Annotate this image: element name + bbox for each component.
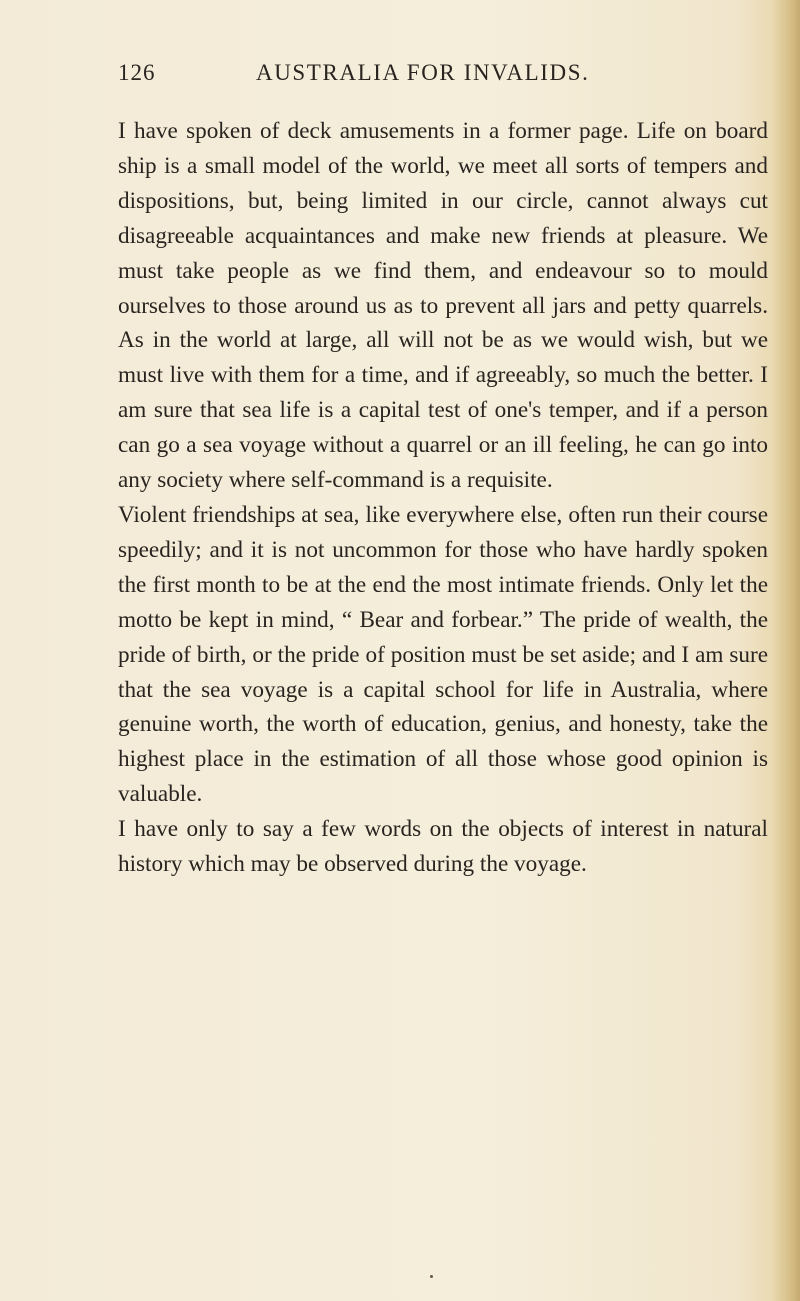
paper-speck	[430, 1275, 433, 1278]
paragraph: Violent friendships at sea, like everywhere else, often run their course speedily; and it is not uncommon for those who have hardly spoken the first month to be at the end the most intimate friends. Only let the motto be kept in mind, “ Bear and forbear.” The pride of wealth, the pride of birth, or the pride of position must be set aside; and I am sure that the sea voyage is a capital school for life in Australia, where genuine worth, the worth of education, genius, and honesty, take the highest place in the estimation of all those whose good opinion is valuable.	[118, 501, 768, 808]
paragraph: I have only to say a few words on the objects of interest in natural history which may be observed during the voyage.	[118, 816, 768, 878]
page-header	[118, 60, 722, 94]
body-text	[118, 114, 768, 882]
paragraph: I have spoken of deck amusements in a former page. Life on board ship is a small model of the world, we meet all sorts of tempers and dispositions, but, being limited in our circle, cannot always cut disagreeable acquaintances and make new friends at pleasure. We must take people as we find them, and endeavour so to mould ourselves to those around us as to prevent all jars and petty quarrels. As in the world at large, all will not be as we would wish, but we must live with them for a time, and if agreeably, so much the better. I am sure that sea life is a capital test of one's temper, and if a person can go a sea voyage without a quarrel or an ill feeling, he can go into any society where self-command is a requisite.	[118, 118, 768, 494]
running-title: AUSTRALIA FOR INVALIDS.	[256, 60, 590, 85]
page-number: 126	[118, 60, 156, 85]
page-edge-shadow	[772, 0, 800, 1301]
